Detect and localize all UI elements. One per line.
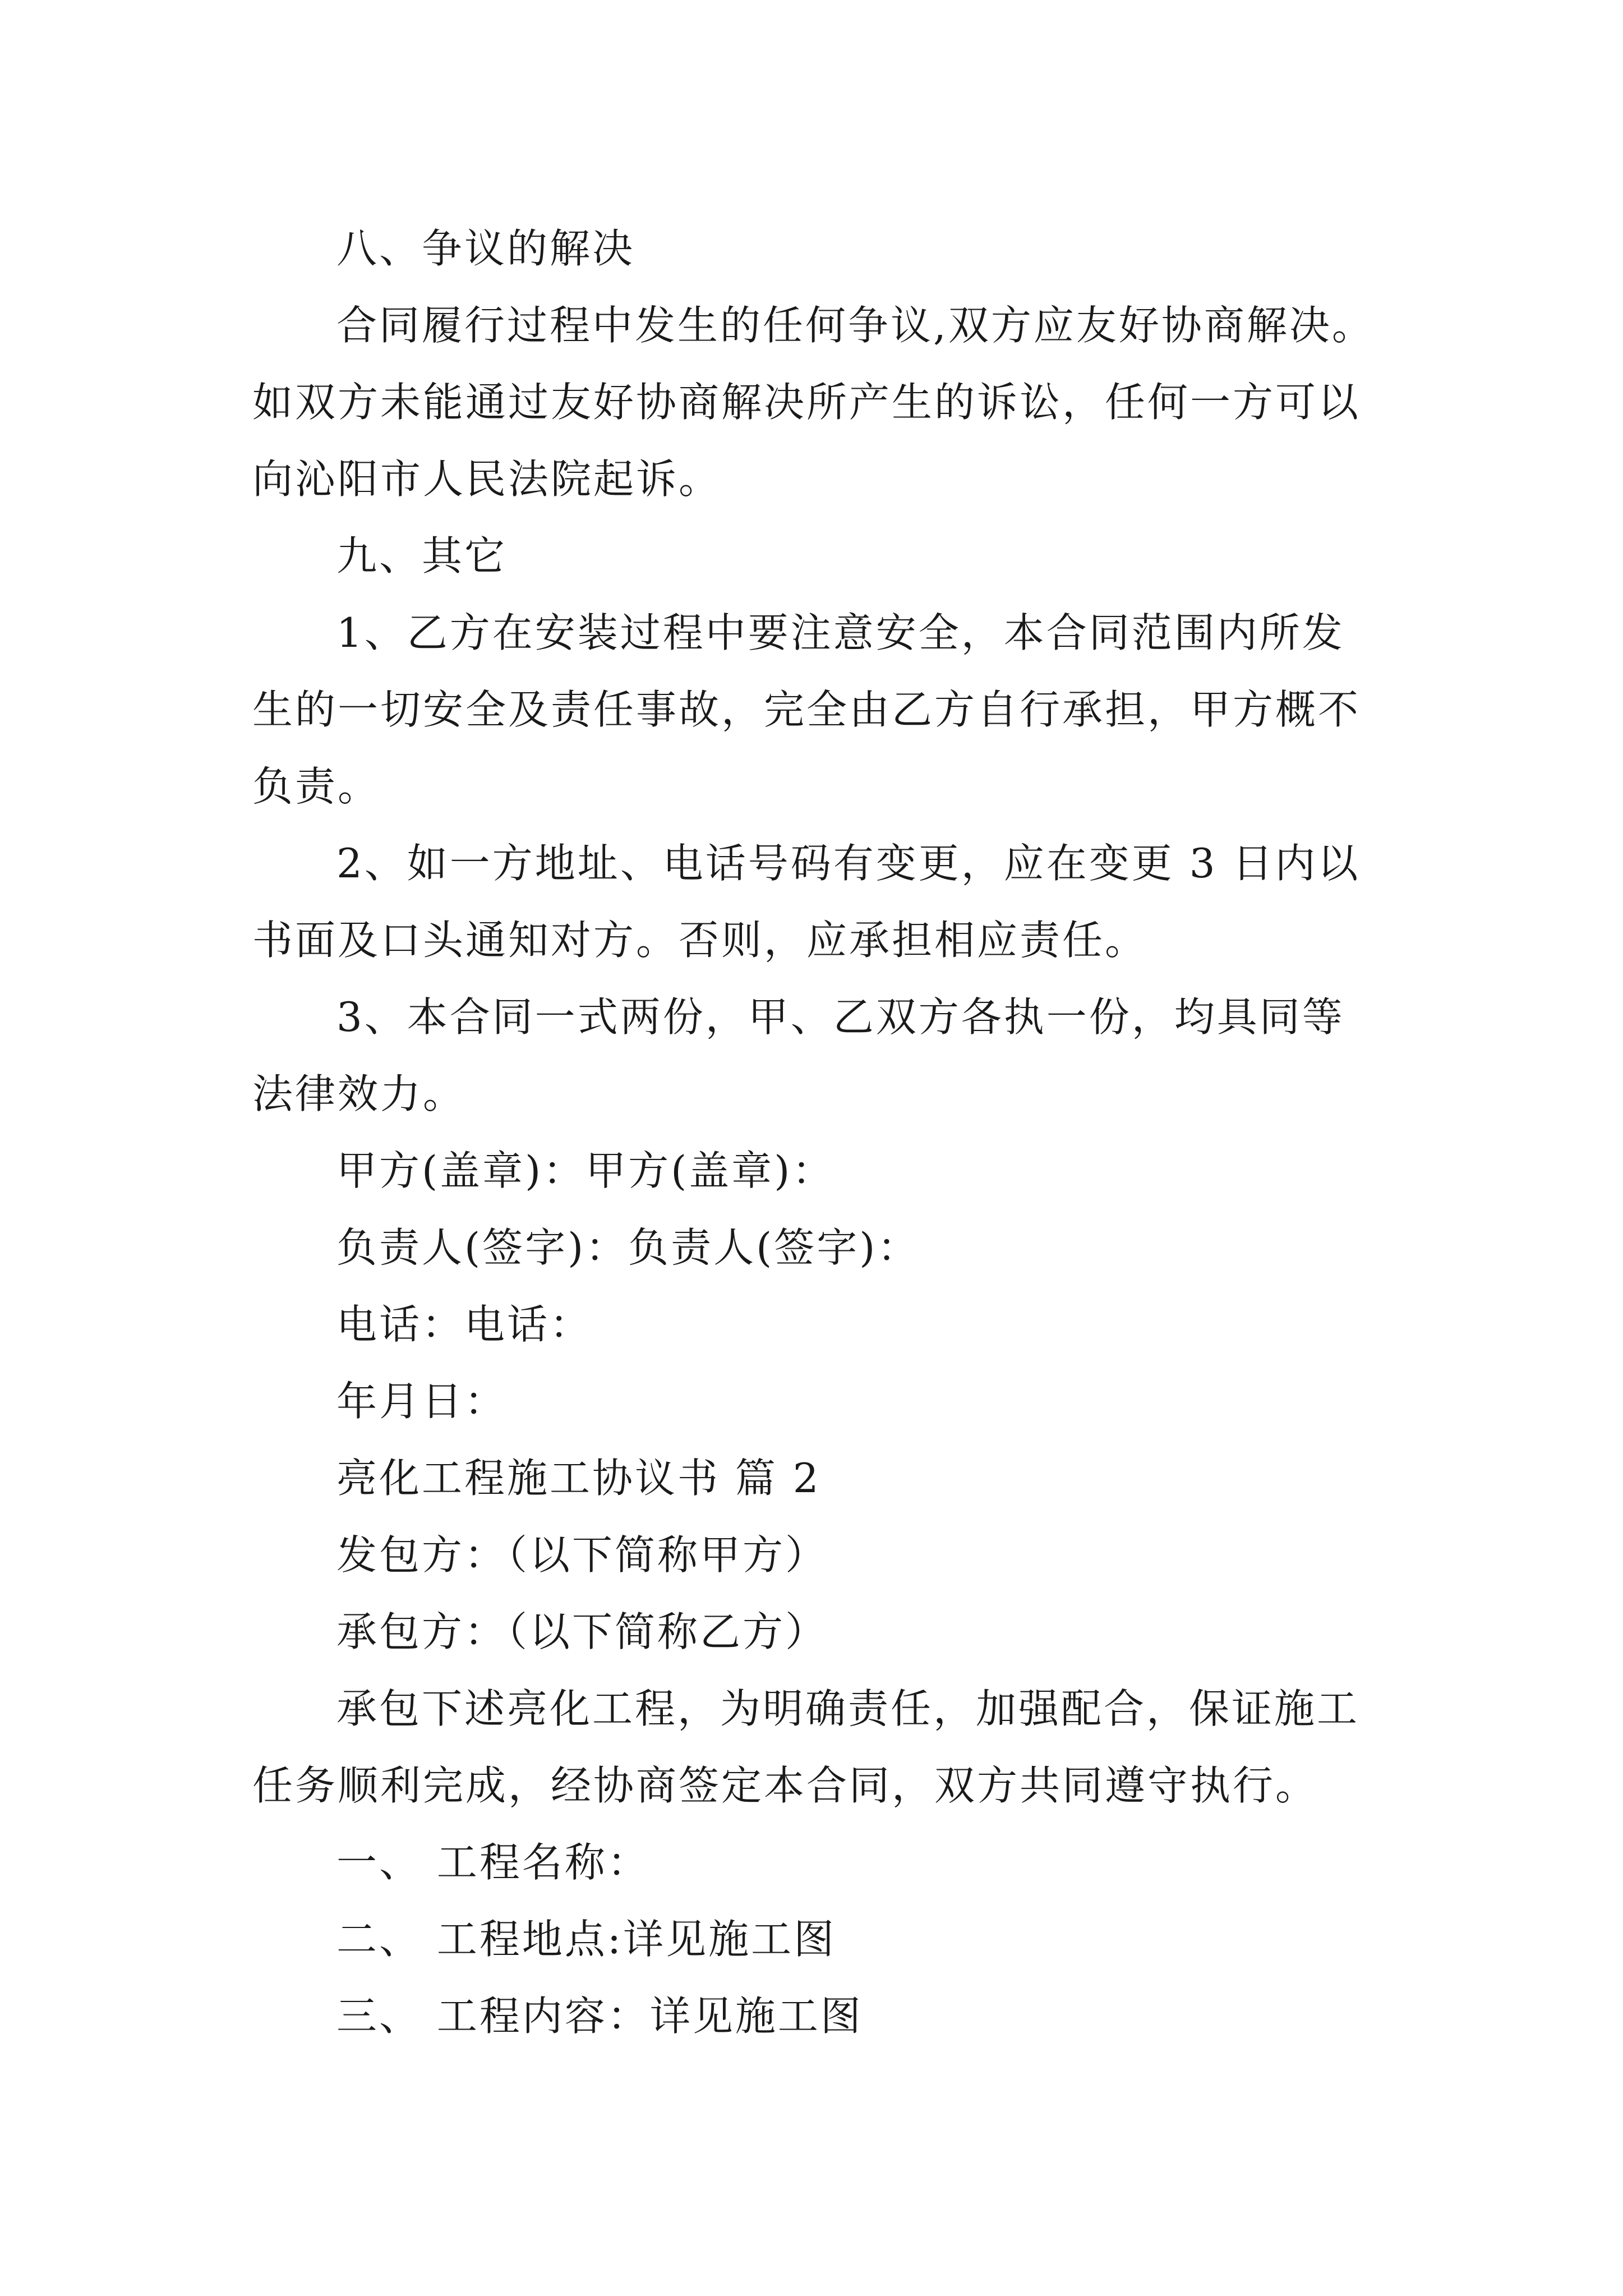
section-heading-9: 九、其它: [336, 532, 508, 579]
paragraph-line: 3、本合同一式两份，甲、乙双方各执一份，均具同等: [336, 993, 1345, 1041]
signature-date-line: 年月日：: [336, 1378, 508, 1425]
project-content-line: 三、 工程内容：详见施工图: [336, 1993, 863, 2040]
project-location-line: 二、 工程地点:详见施工图: [336, 1916, 837, 1963]
section-heading-8: 八、争议的解决: [336, 225, 635, 272]
paragraph-line: 法律效力。: [252, 1070, 466, 1117]
party-a-line: 发包方：（以下简称甲方）: [336, 1531, 828, 1579]
signature-person-line: 负责人(签字)：负责人(签字)：: [336, 1224, 920, 1271]
paragraph-line: 2、如一方地址、电话号码有变更，应在变更 3 日内以: [336, 840, 1361, 887]
paragraph-line: 书面及口头通知对方。否则，应承担相应责任。: [252, 917, 1148, 964]
paragraph-line: 负责。: [252, 763, 381, 810]
paragraph-line: 任务顺利完成，经协商签定本合同，双方共同遵守执行。: [252, 1762, 1318, 1809]
document-title-part-2: 亮化工程施工协议书 篇 2: [336, 1455, 821, 1502]
paragraph-line: 如双方未能通过友好协商解决所产生的诉讼，任何一方可以: [252, 379, 1361, 426]
project-name-line: 一、 工程名称：: [336, 1839, 650, 1886]
party-b-line: 承包方：（以下简称乙方）: [336, 1608, 828, 1655]
paragraph-line: 承包下述亮化工程，为明确责任，加强配合，保证施工: [336, 1685, 1360, 1732]
document-body: [252, 210, 1436, 2055]
signature-seal-line: 甲方(盖章)：甲方(盖章)：: [336, 1147, 835, 1194]
paragraph-line: 1、乙方在安装过程中要注意安全，本合同范围内所发: [336, 609, 1345, 656]
signature-phone-line: 电话：电话：: [336, 1301, 593, 1348]
paragraph-line: 向沁阳市人民法院起诉。: [252, 455, 722, 503]
paragraph-line: 合同履行过程中发生的任何争议,双方应友好协商解决。: [336, 302, 1375, 349]
paragraph-line: 生的一切安全及责任事故，完全由乙方自行承担，甲方概不: [252, 686, 1361, 733]
